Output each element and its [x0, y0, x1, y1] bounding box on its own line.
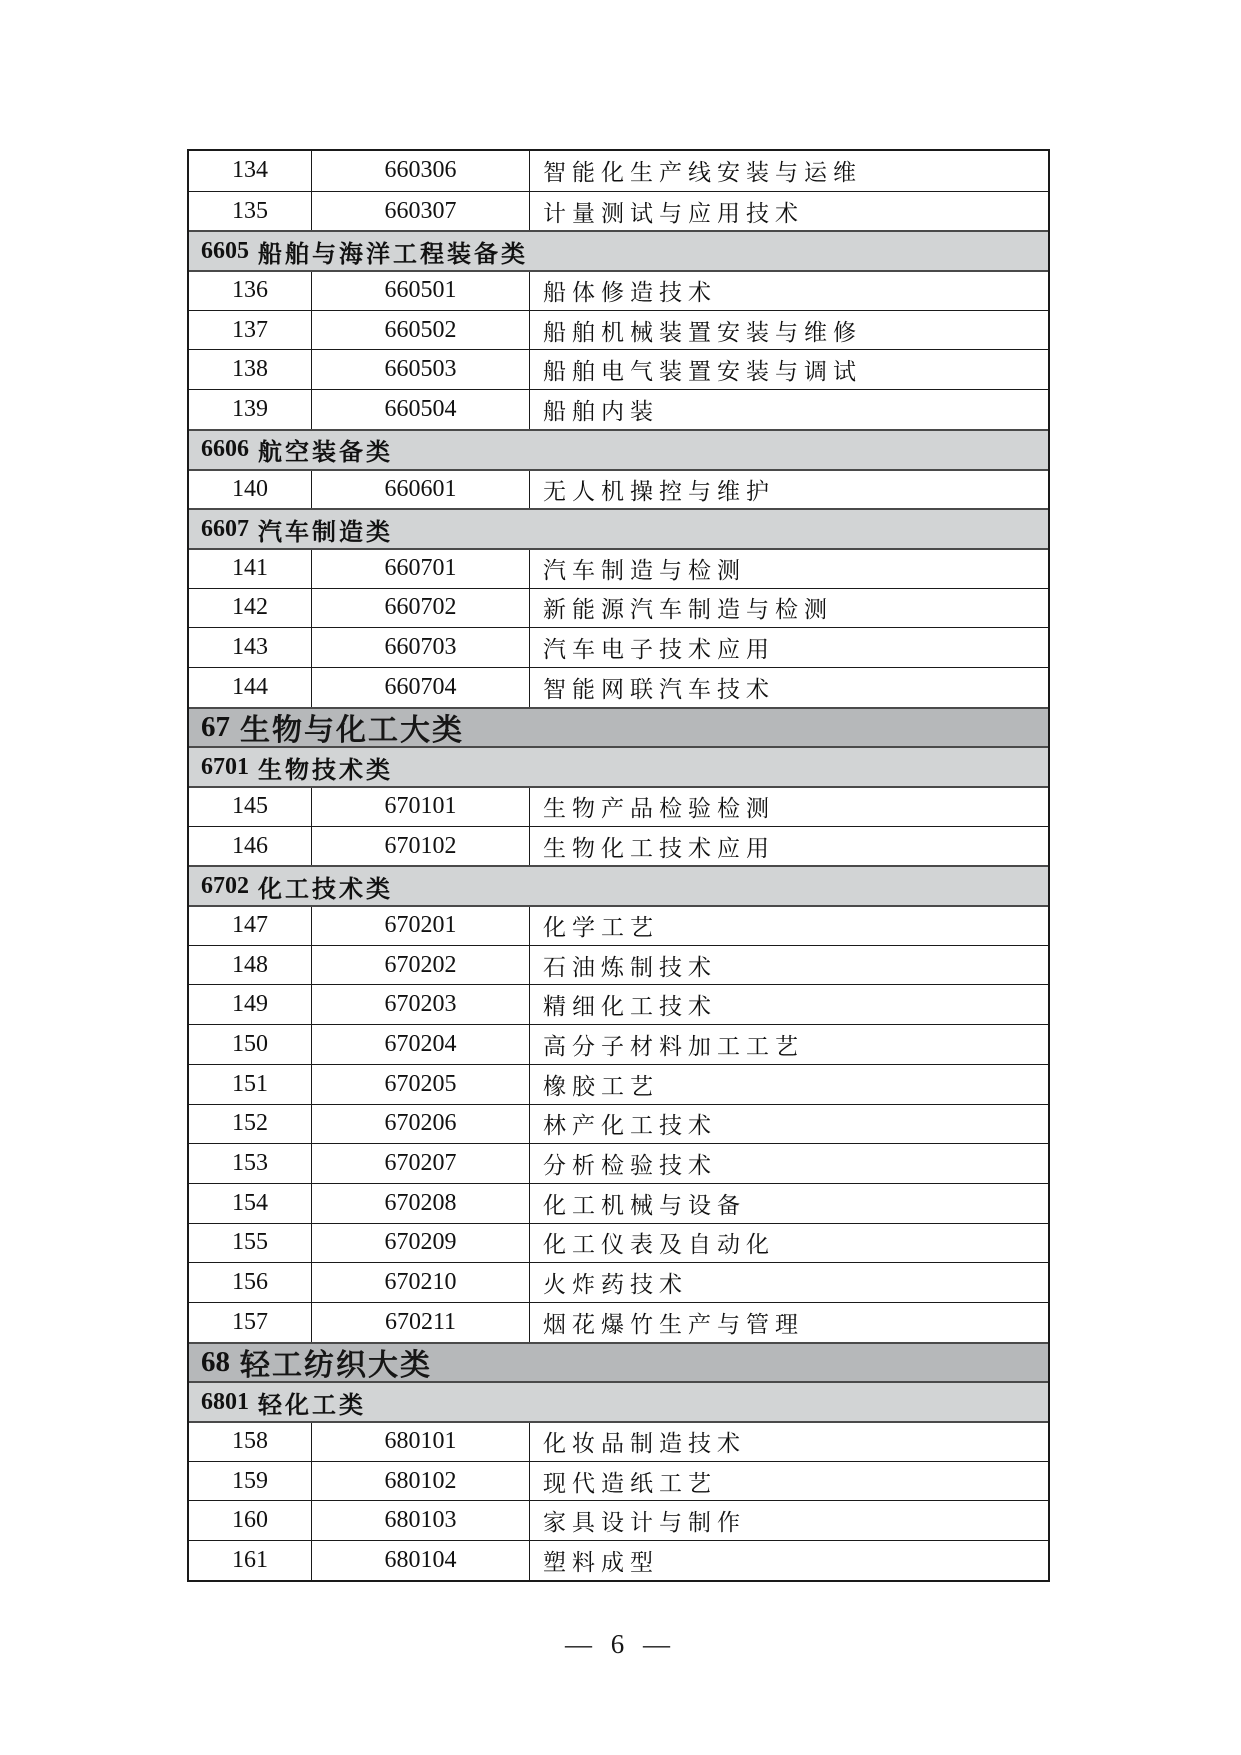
major-name-cell: 生物化工技术应用 — [543, 835, 775, 861]
row-number-cell: 144 — [189, 668, 312, 707]
major-code-cell: 660504 — [312, 390, 530, 429]
subcategory-header-cell — [189, 232, 1048, 270]
table-row — [189, 786, 1048, 826]
header-name: 船舶与海洋工程装备类 — [258, 241, 528, 268]
table-row — [189, 548, 1048, 588]
row-number-cell: 137 — [189, 311, 312, 350]
major-code-cell: 670201 — [312, 907, 530, 945]
header-name: 生物与化工大类 — [240, 714, 464, 747]
header-code: 6607 — [201, 515, 249, 542]
major-name-cell: 新能源汽车制造与检测 — [543, 597, 833, 623]
row-number-cell: 155 — [189, 1224, 312, 1263]
header-name: 化工技术类 — [258, 876, 393, 903]
row-number-cell: 140 — [189, 471, 312, 509]
major-name-cell: 高分子材料加工工艺 — [543, 1033, 804, 1059]
header-code: 6606 — [201, 436, 249, 463]
header-code: 6701 — [201, 753, 249, 780]
major-code-cell: 680101 — [312, 1423, 530, 1461]
majors-table — [187, 149, 1050, 1582]
row-number-cell: 141 — [189, 550, 312, 588]
subcategory-header-cell — [189, 1383, 1048, 1421]
table-row — [189, 1421, 1048, 1461]
major-name-cell: 化工仪表及自动化 — [543, 1232, 775, 1258]
row-number-cell: 158 — [189, 1423, 312, 1461]
row-number-cell: 136 — [189, 272, 312, 310]
subcategory-header-row — [189, 1381, 1048, 1421]
major-name-cell: 化学工艺 — [543, 915, 659, 941]
major-code-cell: 660501 — [312, 272, 530, 310]
table-row — [189, 349, 1048, 389]
major-name-cell: 汽车电子技术应用 — [543, 637, 775, 663]
header-code: 6702 — [201, 872, 249, 899]
row-number-cell: 143 — [189, 628, 312, 667]
major-code-cell: 660703 — [312, 628, 530, 667]
category-header-cell — [189, 709, 1048, 747]
subcategory-header-row — [189, 508, 1048, 548]
row-number-cell: 148 — [189, 946, 312, 985]
table-row — [189, 1540, 1048, 1580]
table-row — [189, 1104, 1048, 1144]
major-code-cell: 670206 — [312, 1105, 530, 1144]
major-code-cell: 670207 — [312, 1144, 530, 1183]
major-name-cell: 林产化工技术 — [543, 1113, 717, 1139]
row-number-cell: 147 — [189, 907, 312, 945]
major-name-cell: 智能化生产线安装与运维 — [543, 160, 862, 186]
table-row — [189, 1143, 1048, 1183]
table-row — [189, 905, 1048, 945]
row-number-cell: 160 — [189, 1501, 312, 1540]
header-code: 68 — [201, 1345, 230, 1378]
major-code-cell: 680103 — [312, 1501, 530, 1540]
major-name-cell: 分析检验技术 — [543, 1153, 717, 1179]
table-row — [189, 151, 1048, 191]
category-header-cell — [189, 1344, 1048, 1382]
major-code-cell: 670209 — [312, 1224, 530, 1263]
table-row — [189, 945, 1048, 985]
major-code-cell: 670202 — [312, 946, 530, 985]
major-code-cell: 660601 — [312, 471, 530, 509]
table-row — [189, 826, 1048, 866]
major-code-cell: 670101 — [312, 788, 530, 826]
major-name-cell: 船舶电气装置安装与调试 — [543, 359, 862, 385]
major-name-cell: 生物产品检验检测 — [543, 796, 775, 822]
major-code-cell: 680102 — [312, 1462, 530, 1501]
major-code-cell: 670210 — [312, 1263, 530, 1302]
major-name-cell: 家具设计与制作 — [543, 1510, 746, 1536]
table-row — [189, 1461, 1048, 1501]
subcategory-header-row — [189, 865, 1048, 905]
row-number-cell: 153 — [189, 1144, 312, 1183]
major-name-cell: 烟花爆竹生产与管理 — [543, 1311, 804, 1337]
major-code-cell: 660704 — [312, 668, 530, 707]
subcategory-header-row — [189, 429, 1048, 469]
major-name-cell: 计量测试与应用技术 — [543, 200, 804, 226]
table-row — [189, 1302, 1048, 1342]
table-row — [189, 1024, 1048, 1064]
row-number-cell: 151 — [189, 1065, 312, 1104]
major-name-cell: 船体修造技术 — [543, 280, 717, 306]
table-row — [189, 1262, 1048, 1302]
subcategory-header-cell — [189, 867, 1048, 905]
page-number: — 6 — — [565, 1629, 676, 1659]
table-row — [189, 1500, 1048, 1540]
table-row — [189, 389, 1048, 429]
major-name-cell: 橡胶工艺 — [543, 1073, 659, 1099]
row-number-cell: 146 — [189, 827, 312, 866]
row-number-cell: 139 — [189, 390, 312, 429]
row-number-cell: 154 — [189, 1184, 312, 1223]
header-name: 汽车制造类 — [258, 519, 393, 546]
row-number-cell: 159 — [189, 1462, 312, 1501]
row-number-cell: 149 — [189, 985, 312, 1024]
major-code-cell: 670102 — [312, 827, 530, 866]
table-row — [189, 667, 1048, 707]
major-name-cell: 船舶机械装置安装与维修 — [543, 319, 862, 345]
major-name-cell: 火炸药技术 — [543, 1272, 688, 1298]
major-name-cell: 精细化工技术 — [543, 994, 717, 1020]
header-name: 生物技术类 — [258, 757, 393, 784]
category-header-row — [189, 707, 1048, 747]
header-code: 6801 — [201, 1388, 249, 1415]
subcategory-header-row — [189, 746, 1048, 786]
major-name-cell: 智能网联汽车技术 — [543, 676, 775, 702]
subcategory-header-cell — [189, 748, 1048, 786]
row-number-cell: 145 — [189, 788, 312, 826]
major-name-cell: 现代造纸工艺 — [543, 1470, 717, 1496]
table-row — [189, 310, 1048, 350]
header-name: 轻化工类 — [258, 1392, 366, 1419]
subcategory-header-cell — [189, 431, 1048, 469]
header-name: 轻工纺织大类 — [240, 1349, 432, 1382]
category-header-row — [189, 1342, 1048, 1382]
row-number-cell: 161 — [189, 1541, 312, 1580]
row-number-cell: 142 — [189, 589, 312, 628]
major-code-cell: 670204 — [312, 1025, 530, 1064]
row-number-cell: 157 — [189, 1303, 312, 1342]
major-code-cell: 660307 — [312, 192, 530, 231]
major-name-cell: 化工机械与设备 — [543, 1192, 746, 1218]
major-code-cell: 660502 — [312, 311, 530, 350]
table-row — [189, 270, 1048, 310]
table-row — [189, 1183, 1048, 1223]
major-name-cell: 船舶内装 — [543, 398, 659, 424]
major-code-cell: 660701 — [312, 550, 530, 588]
major-code-cell: 670211 — [312, 1303, 530, 1342]
row-number-cell: 135 — [189, 192, 312, 231]
row-number-cell: 134 — [189, 151, 312, 191]
table-row — [189, 984, 1048, 1024]
major-code-cell: 660702 — [312, 589, 530, 628]
subcategory-header-row — [189, 230, 1048, 270]
major-name-cell: 化妆品制造技术 — [543, 1431, 746, 1457]
major-code-cell: 660503 — [312, 350, 530, 389]
table-row — [189, 191, 1048, 231]
table-row — [189, 469, 1048, 509]
header-code: 67 — [201, 710, 230, 743]
major-code-cell: 660306 — [312, 151, 530, 191]
major-code-cell: 670203 — [312, 985, 530, 1024]
row-number-cell: 138 — [189, 350, 312, 389]
header-code: 6605 — [201, 237, 249, 264]
row-number-cell: 150 — [189, 1025, 312, 1064]
table-row — [189, 1064, 1048, 1104]
major-code-cell: 680104 — [312, 1541, 530, 1580]
table-row — [189, 588, 1048, 628]
major-name-cell: 石油炼制技术 — [543, 954, 717, 980]
header-name: 航空装备类 — [258, 440, 393, 467]
major-name-cell: 汽车制造与检测 — [543, 558, 746, 584]
table-row — [189, 627, 1048, 667]
major-name-cell: 塑料成型 — [543, 1549, 659, 1575]
major-code-cell: 670205 — [312, 1065, 530, 1104]
major-name-cell: 无人机操控与维护 — [543, 478, 775, 504]
row-number-cell: 152 — [189, 1105, 312, 1144]
table-row — [189, 1223, 1048, 1263]
row-number-cell: 156 — [189, 1263, 312, 1302]
major-code-cell: 670208 — [312, 1184, 530, 1223]
subcategory-header-cell — [189, 510, 1048, 548]
